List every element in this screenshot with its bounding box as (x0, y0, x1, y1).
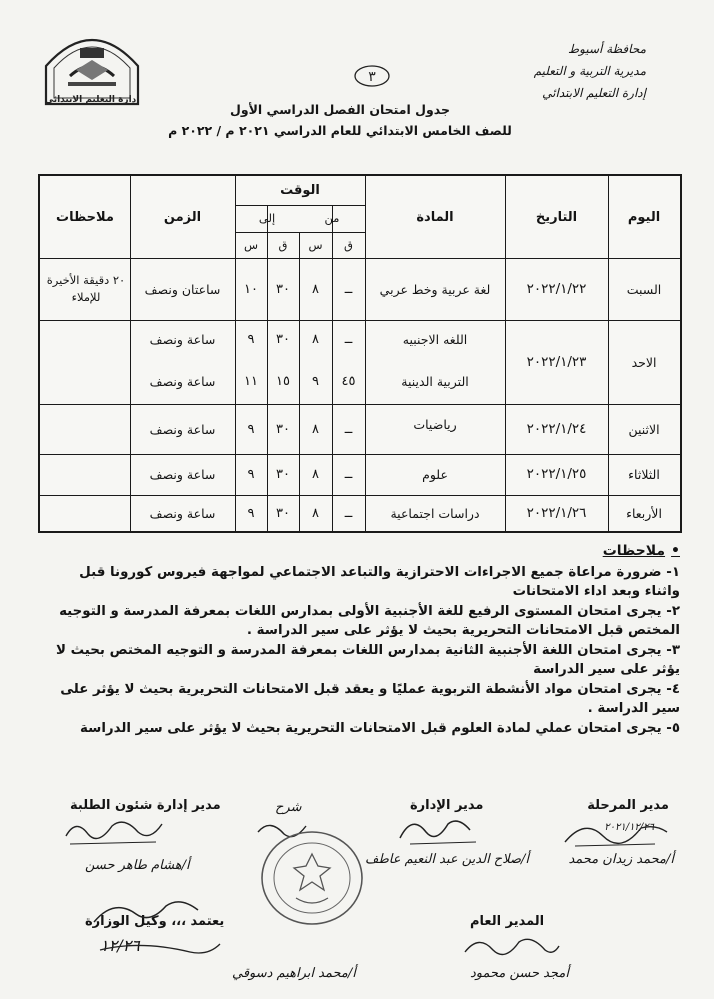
exam-schedule-table (38, 174, 682, 533)
logo-caption: إدارة التعليم الابتدائي (44, 95, 140, 105)
table-row-day: السبت (626, 281, 662, 297)
official-seal (258, 828, 366, 928)
admin-approval-mark: شرح (275, 800, 302, 815)
table-row-from-hour: ٨ (312, 331, 319, 347)
table-row-day: الاحد (631, 354, 657, 370)
table-row-to-hour: ١٠ (244, 281, 258, 297)
title-line-2: للصف الخامس الابتدائي للعام الدراسي ٢٠٢١ م / ٢٠٢٢ م (168, 123, 512, 138)
deputy-minister-signature (80, 892, 230, 964)
table-row-to-hour: ١١ (244, 373, 258, 389)
table-row-to-hour: ٩ (247, 467, 255, 482)
table-row-subject: علوم (422, 467, 448, 482)
table-row-subject: دراسات اجتماعية (390, 505, 480, 521)
table-row-to-minute: ٣٠ (276, 281, 290, 297)
header-date: التاريخ (535, 209, 578, 225)
table-row-date: ٢٠٢٢/١/٢٤ (526, 420, 587, 437)
admin-director-label: مدير الإدارة (410, 798, 484, 813)
table-row-subject: لغة عربية وخط عربي (379, 281, 491, 297)
general-director-label: المدير العام (470, 914, 545, 929)
header-subject: المادة (416, 209, 454, 225)
table-row-duration: ساعة ونصف (149, 331, 216, 347)
administration-logo (40, 18, 144, 110)
table-row-duration: ساعة ونصف (149, 373, 216, 389)
table-row-date: ٢٠٢٢/١/٢٦ (526, 504, 587, 521)
table-row-to-minute: ١٥ (276, 373, 290, 389)
student-affairs-signature (58, 812, 168, 850)
deputy-minister-label: يعتمد ،،، وكيل الوزارة (85, 914, 225, 929)
table-row-duration: ساعة ونصف (149, 421, 216, 437)
header-notes: ملاحظات (56, 209, 114, 225)
table-row-duration: ساعة ونصف (149, 467, 216, 482)
stage-director-signature (555, 814, 675, 850)
schedule-title (120, 99, 560, 141)
header-day: اليوم (627, 209, 661, 225)
table-row-from-minute: ــ (344, 331, 353, 347)
header-to-hour: س (243, 237, 259, 252)
note-item: ٤- يجرى امتحان مواد الأنشطة التربوية عمليًا و يعقد قبل الامتحانات التحريرية بحيث لا يؤثر على سير الدراسة . (60, 681, 680, 716)
student-affairs-name: أ/هشام طاهر حسن (85, 858, 190, 873)
table-row-from-minute: ــ (344, 505, 353, 521)
header-time: الوقت (280, 183, 320, 198)
student-affairs-label: مدير إدارة شئون الطلبة (70, 798, 221, 813)
table-row-to-hour: ٩ (247, 421, 255, 437)
organization-header (486, 38, 646, 104)
stage-director-name: أ/محمد زيدان محمد (568, 852, 674, 867)
org-line-governorate: محافظة أسيوط (568, 42, 646, 56)
page-number-circle (352, 63, 392, 89)
header-from: من (324, 211, 340, 225)
note-item: ١- ضرورة مراعاة جميع الاجراءات الاحترازية والتباعد الاجتماعي لمواجهة فيروس كورونا قبل واثناء وبعد اداء الامتحانات (79, 564, 680, 599)
table-row-from-hour: ٨ (312, 505, 319, 521)
table-row-date: ٢٠٢٢/١/٢٢ (526, 280, 587, 297)
table-row-from-hour: ٨ (312, 467, 319, 482)
table-row-from-minute: ٤٥ (341, 373, 356, 389)
deputy-signature-date: ١٢/٢٦ (100, 936, 140, 955)
header-from-minute: ق (344, 237, 353, 252)
table-row-from-hour: ٨ (312, 281, 319, 297)
stage-signature-date: ٢٠٢١/١٢/٢٦ (604, 822, 654, 833)
table-row-to-minute: ٣٠ (276, 467, 290, 482)
table-row-duration: ساعتان ونصف (144, 281, 221, 297)
notes-list (40, 563, 680, 739)
table-row-from-minute: ــ (344, 281, 353, 297)
header-to: إلى (258, 211, 276, 225)
table-row-from-hour: ٨ (312, 421, 319, 437)
general-director-name: أمجد حسن محمود (470, 966, 569, 981)
table-row-subject: اللغه الاجنبيه (402, 331, 468, 347)
table-row-from-minute: ــ (344, 421, 353, 437)
table-row-subject: التربية الدينية (401, 373, 469, 389)
org-line-administration: إدارة التعليم الابتدائي (542, 86, 646, 100)
table-row-day: الثلاثاء (628, 467, 660, 482)
table-row-day: الاثنين (628, 421, 660, 437)
title-line-1: جدول امتحان الفصل الدراسي الأول (229, 102, 451, 117)
table-row-to-hour: ٩ (247, 331, 255, 347)
admin-director-name: أ/صلاح الدين عبد النعيم عاطف (365, 852, 529, 867)
stage-director-label: مدير المرحلة (587, 798, 669, 813)
table-row-to-minute: ٣٠ (276, 505, 290, 521)
table-row-to-minute: ٣٠ (276, 331, 290, 347)
header-to-minute: ق (278, 237, 288, 252)
header-from-hour: س (308, 237, 323, 252)
table-row-from-minute: ــ (344, 467, 353, 482)
table-row-from-hour: ٩ (312, 373, 319, 389)
header-duration: الزمن (163, 209, 202, 225)
table-row-note: ٢٠ دقيقة الأخيرة للإملاء (46, 273, 126, 304)
notes-section (40, 542, 680, 738)
general-director-signature (455, 930, 565, 964)
table-row-to-hour: ٩ (247, 505, 255, 521)
deputy-minister-name: أ/محمد ابراهيم دسوقي (232, 966, 356, 981)
note-item: ٥- يجرى امتحان عملي لمادة العلوم قبل الامتحانات التحريرية بحيث لا يؤثر على سير الدراسة (80, 720, 680, 736)
table-row-date: ٢٠٢٢/١/٢٥ (526, 466, 587, 482)
table-row-to-minute: ٣٠ (276, 421, 290, 437)
table-row-duration: ساعة ونصف (149, 505, 216, 521)
table-row-day: الأربعاء (626, 505, 662, 521)
note-item: ٣- يجرى امتحان اللغة الأجنبية الثانية بمدارس اللغات بمعرفة المدرسة و التوجيه المختص بحيث لا يؤثر على سير الدراسة (55, 642, 680, 677)
table-row-subject: رياضيات (413, 416, 457, 432)
note-item: ٢- يجرى امتحان المستوى الرفيع للغة الأجنبية الأولى بمدارس اللغات بمعرفة المدرسة و التوجيه المختص قبل الامتحانات التحريرية بحيث لا يؤثر على سير الدراسة . (59, 603, 680, 638)
page-number: ٣ (368, 69, 376, 85)
table-row-date: ٢٠٢٢/١/٢٣ (526, 353, 587, 370)
org-line-directorate: مديرية التربية و التعليم (533, 64, 646, 78)
notes-title: • ملاحظات (40, 542, 680, 562)
